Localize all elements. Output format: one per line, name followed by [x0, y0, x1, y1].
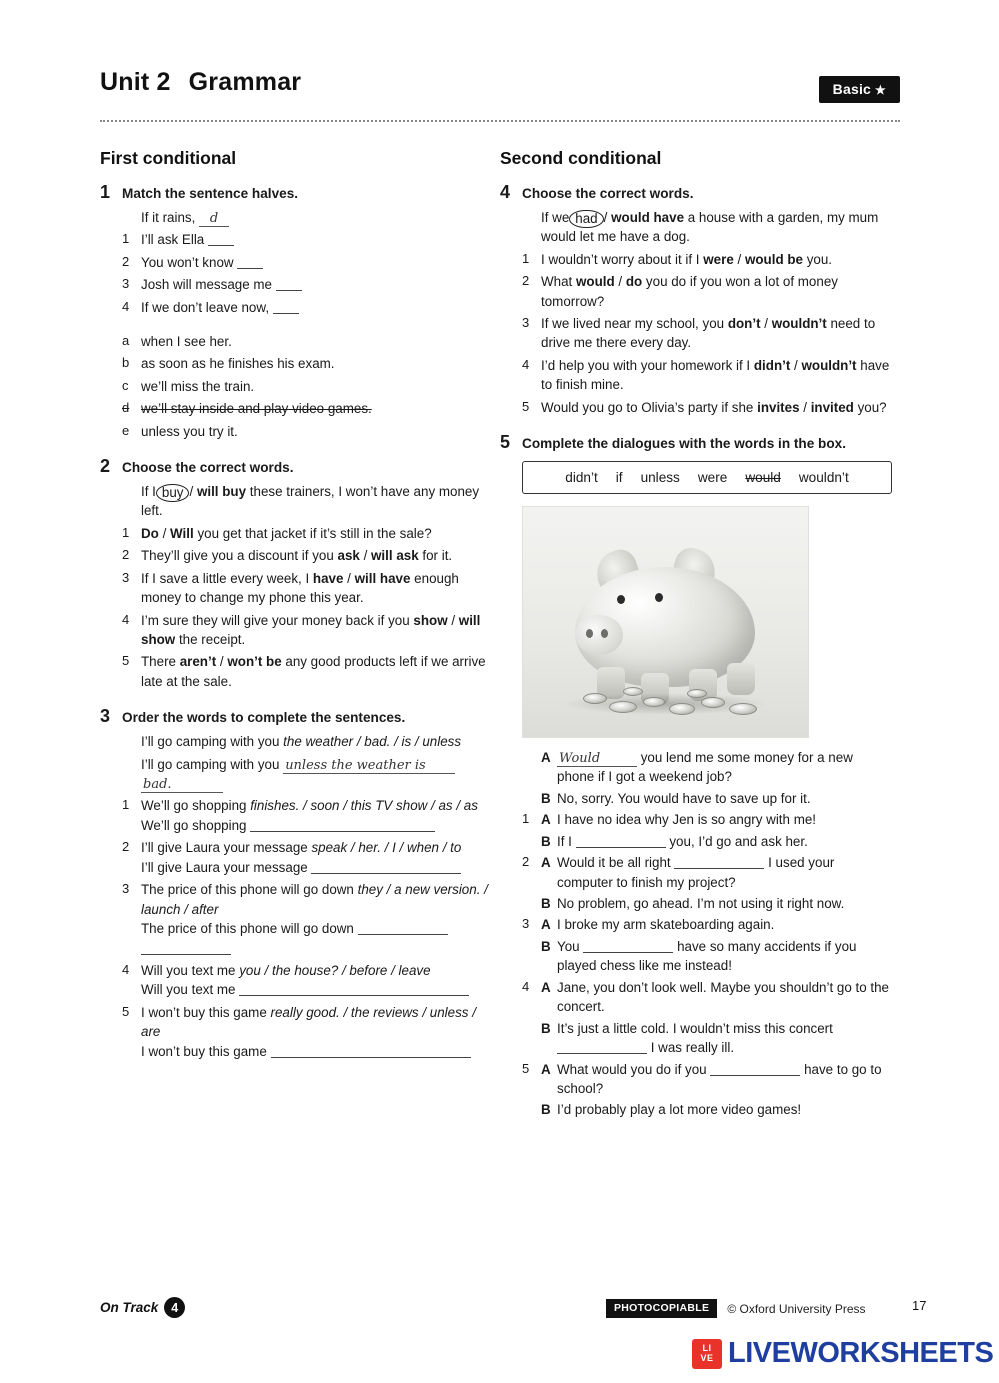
- item-number: 3: [122, 881, 130, 897]
- exercise-2-number: 2: [100, 456, 111, 477]
- handwritten-answer-line-1[interactable]: unless the weather is: [283, 759, 455, 774]
- item-text: Would you go to Olivia’s party if she invites / invited you?: [541, 399, 887, 415]
- dialogue-pre: What would you do if you: [557, 1061, 707, 1077]
- choice-a[interactable]: ask: [337, 548, 360, 564]
- exercise-1-number: 1: [100, 182, 111, 202]
- example-stem: If it rains,: [141, 209, 196, 225]
- item-label: I’ll ask Ella: [141, 232, 205, 248]
- star-icon: ★: [875, 83, 886, 97]
- answer-blank-cont[interactable]: [141, 942, 231, 955]
- dialogue-pre: Would it be all right: [557, 855, 671, 871]
- list-item[interactable]: [522, 314, 892, 353]
- coin-icon: [701, 697, 725, 708]
- dialogue-line: [522, 853, 892, 892]
- example-alt[interactable]: will buy: [196, 483, 247, 499]
- word-option[interactable]: were: [697, 469, 728, 485]
- list-item[interactable]: [122, 546, 490, 565]
- coin-icon: [643, 697, 665, 707]
- item-label: If we don’t leave now,: [141, 299, 270, 315]
- prompt-plain: We’ll go shopping: [141, 798, 251, 814]
- coin-icon: [687, 689, 707, 698]
- copyright-text: © Oxford University Press: [727, 1301, 866, 1316]
- prompt-words: finishes. / soon / this TV show / as / as: [250, 798, 478, 814]
- list-item[interactable]: [122, 838, 490, 877]
- speaker-label: A: [541, 917, 551, 933]
- exercise-2: [100, 457, 490, 691]
- list-item[interactable]: [122, 354, 490, 373]
- exercise-4-number: 4: [500, 182, 511, 202]
- list-item[interactable]: [122, 332, 490, 351]
- dialogue-pre: It’s just a little cold. I wouldn’t miss this concert: [557, 1020, 833, 1036]
- example-answer[interactable]: d: [199, 212, 229, 227]
- exercise-4-example: [522, 208, 892, 247]
- item-number: 4: [522, 356, 530, 372]
- item-text: [141, 298, 490, 317]
- exercise-3-example-prompt: [122, 732, 490, 751]
- choice-b[interactable]: will show: [141, 612, 481, 648]
- level-badge-label: Basic: [832, 81, 872, 97]
- exercise-4-instruction: Choose the correct words.: [522, 186, 694, 201]
- badge-line-2: VE: [700, 1352, 714, 1363]
- dialogue-text: I have no idea why Jen is so angry with me!: [557, 812, 817, 828]
- dialogue-line: [522, 810, 892, 829]
- exercise-5: [500, 433, 892, 1120]
- exercise-1-example: [122, 208, 490, 227]
- dialogue-line: [522, 937, 892, 976]
- page-number: 17: [912, 1298, 927, 1313]
- item-number: 5: [522, 398, 530, 414]
- example-alt[interactable]: would have: [611, 209, 685, 225]
- answer-stem: We’ll go shopping: [141, 817, 247, 833]
- answer-blank[interactable]: [250, 819, 435, 832]
- choice-a[interactable]: invites: [757, 399, 800, 415]
- right-column: [500, 148, 892, 1136]
- item-number: 4: [122, 298, 130, 314]
- dialogue-post: have so many accidents if you played chess like me instead!: [557, 938, 857, 974]
- circled-answer[interactable]: buy: [156, 484, 190, 502]
- list-item[interactable]: [122, 569, 490, 608]
- choice-a[interactable]: show: [413, 612, 448, 628]
- word-option[interactable]: wouldn’t: [798, 469, 849, 485]
- piggy-bank-image: [522, 506, 809, 738]
- list-item[interactable]: [122, 377, 490, 396]
- list-item[interactable]: [122, 1003, 490, 1061]
- choice-b[interactable]: do: [625, 274, 643, 290]
- item-text: [141, 275, 490, 294]
- list-item[interactable]: [122, 961, 490, 1000]
- item-text: [141, 796, 490, 835]
- choice-a[interactable]: have: [312, 570, 344, 586]
- dialogue-pre: If I: [557, 833, 572, 849]
- dialogue-line: [522, 1100, 892, 1119]
- footer-series: [100, 1297, 185, 1318]
- choice-b[interactable]: will ask: [371, 548, 419, 564]
- answer-blank[interactable]: [237, 256, 263, 269]
- photocopiable-badge: PHOTOCOPIABLE: [606, 1299, 717, 1318]
- word-option-used[interactable]: would: [745, 469, 781, 485]
- dialogue-number: 4: [522, 978, 530, 994]
- answer-blank[interactable]: [273, 301, 299, 314]
- item-text: I’m sure they will give your money back if you show / will show the receipt.: [141, 612, 481, 648]
- example-slash: /: [603, 209, 608, 225]
- item-text: Do / Will you get that jacket if it’s still in the sale?: [141, 525, 432, 541]
- prompt-plain: I won’t buy this game: [141, 1004, 271, 1020]
- item-number: 2: [122, 253, 130, 269]
- choice-a[interactable]: Do: [141, 525, 159, 541]
- list-item[interactable]: [122, 399, 490, 418]
- dialogue-number: 2: [522, 854, 530, 870]
- item-label: You won’t know: [141, 254, 234, 270]
- list-item[interactable]: [122, 230, 490, 249]
- prompt-words: really good. / the reviews / unless / are: [141, 1004, 476, 1040]
- speaker-label: B: [541, 790, 551, 806]
- list-item[interactable]: [122, 796, 490, 835]
- circled-answer[interactable]: had: [569, 210, 603, 228]
- answer-stem: Will you text me: [141, 982, 236, 998]
- item-text: [141, 838, 490, 877]
- list-item[interactable]: [122, 275, 490, 294]
- pig-eye-icon: [655, 593, 663, 602]
- item-number: 3: [522, 314, 530, 330]
- speaker-label: A: [541, 979, 551, 995]
- answer-stem: The price of this phone will go down: [141, 921, 354, 937]
- dialogue-line: [522, 789, 892, 808]
- dialogue-text: [557, 832, 892, 851]
- answer-stem: I won’t buy this game: [141, 1043, 267, 1059]
- speaker-label: B: [541, 1020, 551, 1036]
- dialogue-text: I broke my arm skateboarding again.: [557, 917, 775, 933]
- item-number: 3: [122, 276, 130, 292]
- handwritten-answer[interactable]: Would: [557, 752, 637, 767]
- word-option[interactable]: if: [615, 469, 623, 485]
- dialogue-text: Jane, you don’t look well. Maybe you shouldn’t go to the concert.: [557, 979, 890, 1015]
- choice-a[interactable]: were: [703, 251, 734, 267]
- option-text: as soon as he finishes his exam.: [141, 356, 335, 372]
- exercise-3-example-answer: [122, 755, 490, 794]
- item-text: If I save a little every week, I have / will have enough money to change my phone this year.: [141, 570, 459, 606]
- choice-a[interactable]: aren’t: [179, 654, 217, 670]
- prompt-words: speak / her. / I / when / to: [311, 840, 462, 856]
- item-number: 1: [122, 797, 130, 813]
- exercise-1-instruction: Match the sentence halves.: [122, 186, 299, 201]
- dialogue-post: you, I’d go and ask her.: [669, 833, 808, 849]
- coin-icon: [609, 701, 637, 713]
- badge-line-1: LI: [702, 1343, 712, 1353]
- dialogue-text: No problem, go ahead. I’m not using it right now.: [557, 896, 845, 912]
- liveworksheets-badge-icon: [692, 1339, 722, 1369]
- item-label: Josh will message me: [141, 277, 272, 293]
- example-pre: If I: [141, 483, 156, 499]
- coin-icon: [583, 693, 607, 704]
- list-item[interactable]: [122, 253, 490, 272]
- liveworksheets-wordmark: LIVEWORKSHEETS: [728, 1337, 994, 1369]
- option-letter: c: [122, 377, 129, 393]
- speaker-label: A: [541, 749, 551, 765]
- list-item[interactable]: [522, 398, 892, 417]
- pig-nostril-icon: [586, 629, 593, 638]
- item-text: [141, 961, 490, 1000]
- item-text: I wouldn’t worry about it if I were / would be you.: [541, 251, 833, 267]
- list-item[interactable]: [122, 880, 490, 958]
- item-number: 5: [122, 1003, 130, 1019]
- exercise-3-number: 3: [100, 706, 111, 727]
- dialogue-text: [557, 1019, 892, 1058]
- section-label: Grammar: [188, 68, 302, 96]
- first-conditional-heading: First conditional: [100, 148, 237, 168]
- dialogue-text: [557, 748, 892, 787]
- exercise-3: [100, 707, 490, 1061]
- item-number: 4: [122, 961, 130, 977]
- answer-blank[interactable]: [208, 233, 234, 246]
- pig-leg-icon: [727, 663, 755, 695]
- list-item[interactable]: [122, 422, 490, 441]
- item-text: I’d help you with your homework if I didn’t / wouldn’t have to finish mine.: [541, 357, 890, 393]
- speaker-label: A: [541, 812, 551, 828]
- dialogue-line: [522, 894, 892, 913]
- dialogue-number: 3: [522, 916, 530, 932]
- dialogue-text: [557, 853, 892, 892]
- example-slash: /: [189, 483, 194, 499]
- dialogue-text: I’d probably play a lot more video games!: [557, 1102, 802, 1118]
- dialogue-line: [522, 1060, 892, 1099]
- exercise-5-instruction: Complete the dialogues with the words in the box.: [522, 436, 847, 452]
- word-option[interactable]: unless: [640, 469, 680, 485]
- dialogue-number: 5: [522, 1060, 530, 1076]
- choice-b[interactable]: would be: [744, 251, 803, 267]
- item-text: If we lived near my school, you don’t / wouldn’t need to drive me there every day.: [541, 315, 876, 351]
- speaker-label: A: [541, 1061, 551, 1077]
- exercise-2-example: [122, 482, 490, 521]
- item-text: [141, 253, 490, 272]
- example-pre: If we: [541, 209, 570, 225]
- choice-a[interactable]: didn’t: [753, 357, 791, 373]
- list-item[interactable]: [122, 652, 490, 691]
- item-number: 5: [122, 653, 130, 669]
- answer-blank[interactable]: [239, 983, 469, 996]
- option-text: unless you try it.: [141, 423, 238, 439]
- pig-snout-icon: [575, 615, 623, 655]
- choice-b[interactable]: wouldn’t: [801, 357, 857, 373]
- page-header: [100, 68, 900, 97]
- level-badge: [819, 76, 900, 103]
- option-letter: a: [122, 332, 130, 348]
- dialogue-post: I used your computer to finish my project?: [557, 855, 835, 890]
- prompt-plain: I’ll give Laura your message: [141, 840, 312, 856]
- answer-blank[interactable]: [311, 861, 461, 874]
- pig-nostril-icon: [601, 629, 608, 638]
- item-number: 3: [122, 569, 130, 585]
- coin-icon: [729, 703, 757, 715]
- item-number: 1: [522, 250, 530, 266]
- exercise-5-number: 5: [500, 432, 511, 453]
- prompt-plain: I’ll go camping with you: [141, 734, 284, 750]
- answer-blank[interactable]: [583, 940, 673, 953]
- liveworksheets-logo[interactable]: [692, 1337, 993, 1370]
- left-column: [100, 148, 490, 1077]
- example-post: these trainers, I won’t have any money left.: [141, 483, 480, 519]
- prompt-plain: Will you text me: [141, 962, 240, 978]
- handwritten-answer-line-2[interactable]: bad.: [141, 778, 223, 793]
- option-text-struck: we’ll stay inside and play video games.: [141, 401, 372, 417]
- list-item[interactable]: [122, 611, 490, 650]
- item-number: 4: [122, 611, 130, 627]
- speaker-label: A: [541, 855, 551, 871]
- answer-blank[interactable]: [576, 835, 666, 848]
- item-text: [141, 880, 490, 958]
- word-option[interactable]: didn’t: [565, 469, 598, 485]
- list-item[interactable]: [122, 298, 490, 317]
- header-divider: [100, 120, 900, 122]
- dialogue-text: No, sorry. You would have to save up for it.: [557, 790, 811, 806]
- answer-blank[interactable]: [557, 1041, 647, 1054]
- choice-b[interactable]: won’t be: [227, 654, 282, 670]
- speaker-label: B: [541, 1102, 551, 1118]
- dialogue-line: [522, 978, 892, 1017]
- answer-stem: I’ll go camping with you: [141, 756, 280, 772]
- option-text: we’ll miss the train.: [141, 378, 255, 394]
- choice-a[interactable]: don’t: [727, 315, 761, 331]
- choice-b[interactable]: wouldn’t: [771, 315, 827, 331]
- exercise-4: [500, 183, 892, 417]
- item-text: What would / do you do if you won a lot of money tomorrow?: [541, 274, 838, 309]
- prompt-plain: The price of this phone will go down: [141, 882, 358, 898]
- exercise-2-instruction: Choose the correct words.: [122, 460, 294, 476]
- item-number: 2: [122, 547, 130, 563]
- series-number-badge: 4: [164, 1297, 185, 1318]
- answer-blank[interactable]: [271, 1045, 471, 1058]
- choice-b[interactable]: Will: [170, 525, 194, 541]
- exercise-3-instruction: Order the words to complete the sentences.: [122, 710, 406, 726]
- footer-credits: [606, 1299, 866, 1318]
- choice-b[interactable]: will have: [354, 570, 411, 586]
- dialogue-line: [522, 748, 892, 787]
- speaker-label: B: [541, 896, 551, 912]
- unit-label: Unit 2: [100, 68, 171, 96]
- item-number: 1: [122, 524, 130, 540]
- option-text: when I see her.: [141, 333, 232, 349]
- dialogue-text: [557, 1060, 892, 1099]
- example-post: a house with a garden, my mum would let me have a dog.: [541, 209, 879, 245]
- list-item[interactable]: [122, 524, 490, 543]
- dialogue-post: you lend me some money for a new phone if I got a weekend job?: [557, 749, 853, 785]
- answer-blank[interactable]: [710, 1063, 800, 1076]
- item-text: [141, 1003, 490, 1061]
- dialogue-line: [522, 915, 892, 934]
- answer-blank[interactable]: [358, 922, 448, 935]
- item-text: There aren’t / won’t be any good products left if we arrive late at the sale.: [141, 654, 486, 689]
- dialogue-line: [522, 1019, 892, 1058]
- option-letter: b: [122, 355, 130, 371]
- option-letter: e: [122, 422, 130, 438]
- list-item[interactable]: [522, 250, 892, 269]
- dialogue-pre: You: [557, 938, 580, 954]
- dialogue-post: have to go to school?: [557, 1061, 882, 1096]
- pig-eye-icon: [617, 595, 625, 604]
- second-conditional-heading: Second conditional: [500, 148, 662, 168]
- answer-blank[interactable]: [276, 278, 302, 291]
- dialogue-line: [522, 832, 892, 851]
- item-number: 1: [122, 231, 130, 247]
- exercise-1: [100, 183, 490, 441]
- list-item[interactable]: [522, 272, 892, 311]
- choice-a[interactable]: would: [575, 274, 615, 290]
- answer-stem: I’ll give Laura your message: [141, 859, 308, 875]
- prompt-words: the weather / bad. / is / unless: [283, 734, 462, 750]
- dialogue-number: 1: [522, 811, 530, 827]
- answer-blank[interactable]: [674, 856, 764, 869]
- choice-b[interactable]: invited: [810, 399, 854, 415]
- dialogue-text: [557, 937, 892, 976]
- item-number: 2: [522, 273, 530, 289]
- series-title: On Track: [100, 1300, 159, 1315]
- dialogue-post: I was really ill.: [650, 1040, 735, 1056]
- coin-icon: [669, 703, 695, 715]
- list-item[interactable]: [522, 356, 892, 395]
- item-text: They’ll give you a discount if you ask / will ask for it.: [141, 548, 453, 564]
- prompt-words: you / the house? / before / leave: [239, 962, 431, 978]
- page-title: [100, 68, 900, 97]
- option-letter: d: [122, 400, 130, 416]
- coin-icon: [623, 687, 643, 696]
- speaker-label: B: [541, 938, 551, 954]
- speaker-label: B: [541, 833, 551, 849]
- item-number: 2: [122, 839, 130, 855]
- prompt-words: they / a new version. / launch / after: [141, 882, 488, 917]
- item-text: [141, 230, 490, 249]
- word-box: [522, 461, 892, 494]
